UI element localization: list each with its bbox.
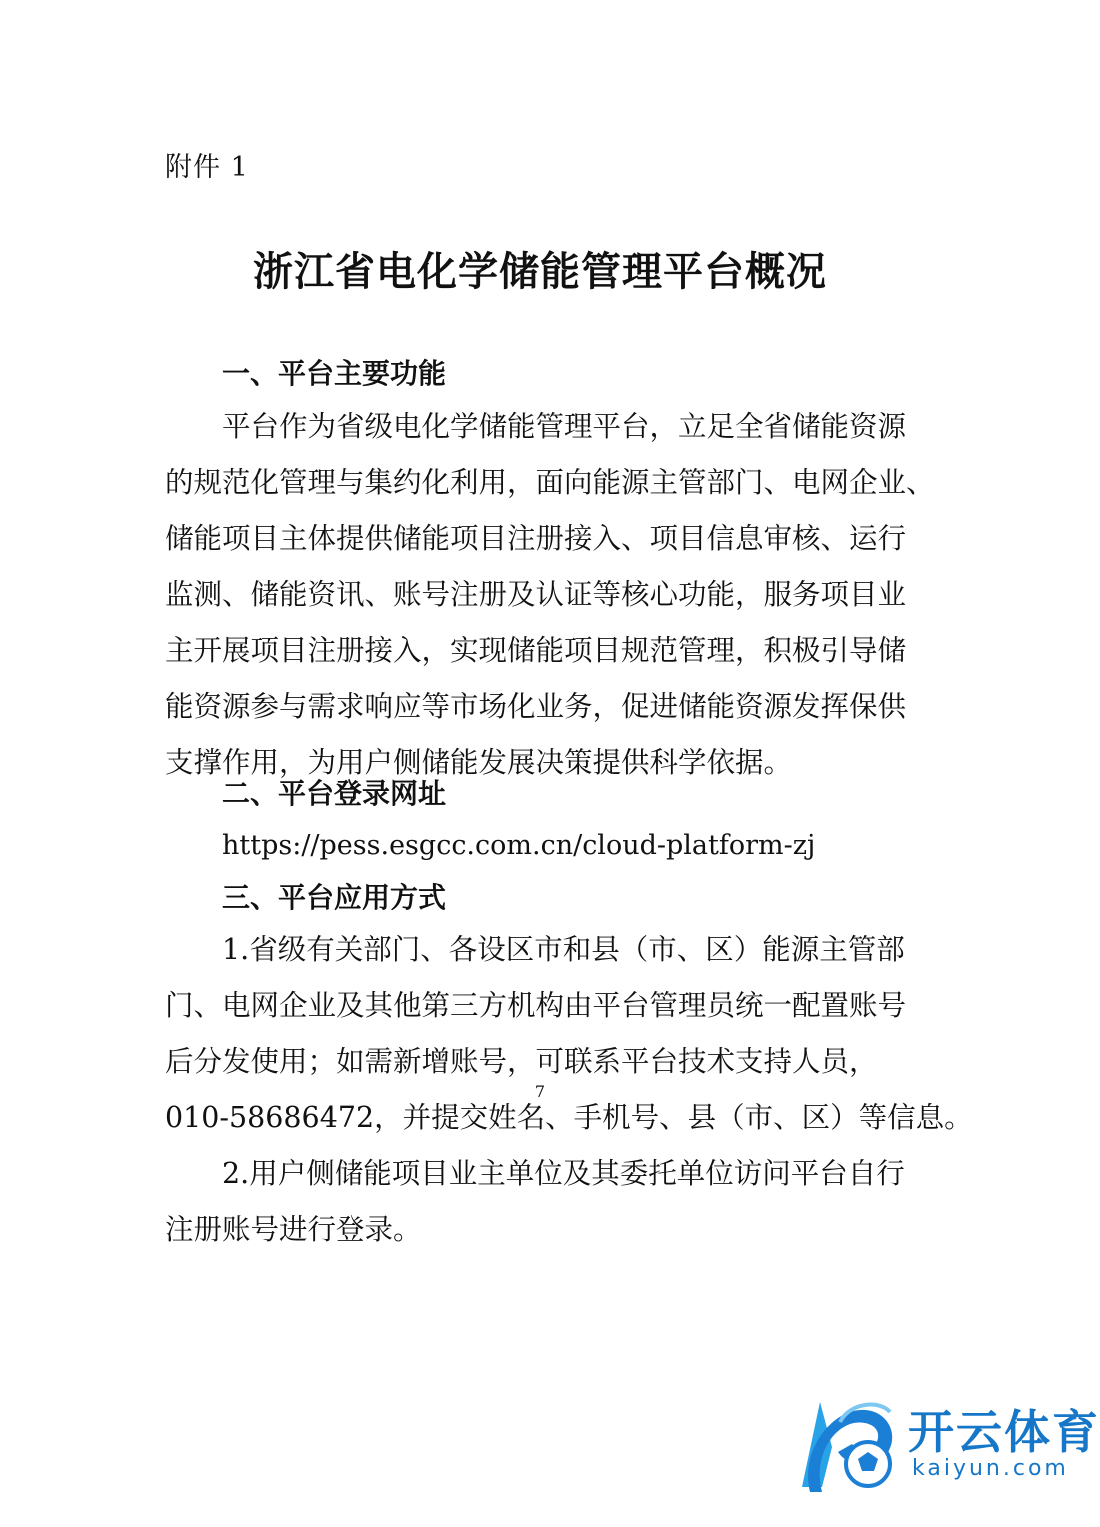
watermark-logo (790, 1392, 1100, 1502)
section-1-heading: 一、平台主要功能 (222, 357, 447, 390)
platform-url[interactable]: https://pess.esgcc.com.cn/cloud-platform-zj (222, 830, 816, 861)
body-line: 平台作为省级电化学储能管理平台，立足全省储能资源 (222, 410, 907, 443)
body-line: 储能项目主体提供储能项目注册接入、项目信息审核、运行 (165, 522, 907, 555)
attachment-label: 附件 1 (165, 152, 249, 183)
body-line: 门、电网企业及其他第三方机构由平台管理员统一配置账号 (165, 989, 907, 1022)
watermark-brand-name: 开云体育 (908, 1405, 1100, 1459)
section-2-heading: 二、平台登录网址 (222, 777, 447, 810)
body-line: 主开展项目注册接入，实现储能项目规范管理，积极引导储 (165, 634, 907, 667)
kaiyun-logo-icon (790, 1392, 910, 1502)
body-line: 注册账号进行登录。 (165, 1213, 422, 1246)
body-line: 1.省级有关部门、各设区市和县（市、区）能源主管部 (222, 933, 905, 966)
document-title: 浙江省电化学储能管理平台概况 (253, 249, 827, 295)
body-line: 监测、储能资讯、账号注册及认证等核心功能，服务项目业 (165, 578, 907, 611)
body-line: 支撑作用，为用户侧储能发展决策提供科学依据。 (165, 746, 793, 779)
section-3-heading: 三、平台应用方式 (222, 881, 447, 914)
body-line: 2.用户侧储能项目业主单位及其委托单位访问平台自行 (222, 1157, 905, 1190)
body-line: 010-58686472，并提交姓名、手机号、县（市、区）等信息。 (165, 1101, 973, 1134)
body-line: 的规范化管理与集约化利用，面向能源主管部门、电网企业、 (165, 466, 935, 499)
watermark-domain: kaiyun.com (912, 1456, 1069, 1481)
body-line: 后分发使用；如需新增账号，可联系平台技术支持人员， (165, 1045, 878, 1078)
section-1-body (165, 399, 935, 791)
page-number: 7 (534, 1082, 546, 1101)
body-line: 能资源参与需求响应等市场化业务，促进储能资源发挥保供 (165, 690, 907, 723)
